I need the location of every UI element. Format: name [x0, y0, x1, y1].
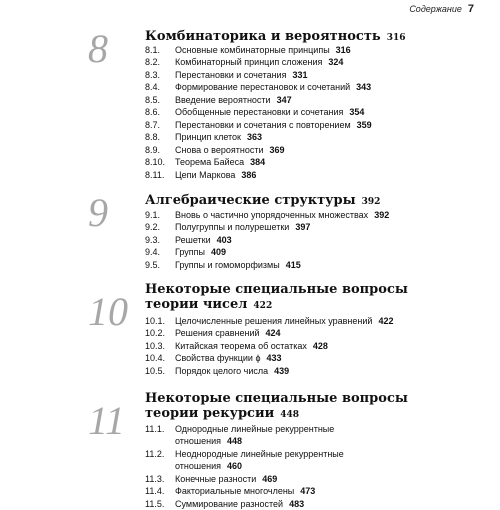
section-page: 428 [312, 340, 328, 351]
toc-entry[interactable] [145, 259, 389, 271]
section-number: 8.1. [145, 45, 161, 55]
section-title: Группы и гомоморфизмы [175, 259, 280, 270]
section-number: 9.5. [145, 259, 161, 270]
section-page: 448 [227, 436, 243, 447]
section-page: 354 [349, 107, 365, 118]
section-title-line-1: Неоднородные линейные рекуррентные [175, 448, 344, 459]
section-page: 460 [227, 461, 243, 472]
section-page: 473 [300, 486, 316, 497]
section-number: 11.4. [145, 486, 165, 497]
chapter-page: 422 [253, 301, 273, 311]
chapter-number: 10 [88, 289, 128, 334]
toc-entry[interactable] [145, 94, 372, 106]
chapter-title[interactable] [145, 282, 465, 314]
toc-entry[interactable] [145, 473, 344, 485]
section-page: 422 [378, 316, 394, 326]
chapter-page: 316 [386, 33, 406, 43]
section-list [145, 423, 344, 510]
chapter-title-line-1: Некоторые специальные вопросы [145, 282, 408, 297]
chapter-title-line-2: теории чисел [145, 297, 248, 312]
section-page: 384 [250, 157, 266, 168]
section-page: 347 [276, 94, 292, 105]
section-page: 409 [211, 247, 227, 258]
section-title: Китайская теорема об остатках [175, 340, 307, 351]
section-title: Основные комбинаторные принципы [175, 45, 330, 55]
section-title: Порядок целого числа [175, 365, 269, 376]
section-number: 10.1. [145, 316, 166, 326]
section-number: 9.3. [145, 234, 161, 245]
toc-entry[interactable] [145, 81, 372, 93]
toc-entry[interactable] [145, 448, 344, 473]
toc-entry[interactable] [145, 209, 389, 221]
section-page: 415 [285, 259, 301, 270]
section-page: 331 [292, 69, 308, 80]
section-title: Перестановки и сочетания [175, 69, 287, 80]
section-page: 324 [328, 57, 344, 68]
toc-entry[interactable] [145, 485, 344, 497]
section-title: Свойства функции ϕ [175, 353, 261, 364]
section-title-line-2: отношения [175, 461, 222, 472]
section-page: 369 [269, 144, 285, 155]
section-page: 397 [295, 222, 311, 233]
section-page: 386 [241, 169, 257, 180]
toc-entry[interactable] [145, 144, 372, 156]
toc-entry[interactable] [145, 56, 372, 68]
section-number: 8.8. [145, 132, 161, 143]
section-list [145, 315, 393, 377]
section-number: 10.2. [145, 328, 166, 339]
section-page: 439 [274, 365, 290, 376]
section-number: 8.7. [145, 119, 161, 130]
section-title: Введение вероятности [175, 94, 271, 105]
section-number: 10.5. [145, 365, 166, 376]
section-title: Решения сравнений [175, 328, 260, 339]
toc-entry[interactable] [145, 106, 372, 118]
section-number: 8.3. [145, 69, 161, 80]
section-number: 8.11. [145, 169, 165, 180]
toc-entry[interactable] [145, 131, 372, 143]
toc-entry[interactable] [145, 69, 372, 81]
toc-entry[interactable] [145, 119, 372, 131]
section-number: 8.2. [145, 57, 161, 68]
section-number: 10.4. [145, 353, 166, 364]
chapter-title-text: Алгебраические структуры [145, 193, 356, 208]
section-title: Перестановки и сочетания с повторением [175, 119, 351, 130]
section-title: Решетки [175, 234, 211, 245]
section-title: Принцип клеток [175, 132, 241, 143]
toc-entry[interactable] [145, 169, 372, 181]
page-number: 7 [467, 3, 474, 15]
section-number: 9.1. [145, 210, 161, 220]
section-number: 8.6. [145, 107, 161, 118]
section-page: 343 [356, 82, 372, 93]
section-title: Группы [175, 247, 205, 258]
section-number: 8.4. [145, 82, 161, 93]
section-page: 424 [265, 328, 281, 339]
section-page: 403 [216, 234, 232, 245]
section-title-line-1: Однородные линейные рекуррентные [175, 424, 335, 434]
section-number: 11.5. [145, 498, 165, 509]
section-number: 8.5. [145, 94, 161, 105]
section-title: Теорема Байеса [175, 157, 245, 168]
toc-entry[interactable] [145, 352, 393, 364]
section-page: 359 [356, 119, 372, 130]
chapter-number: 9 [88, 190, 108, 235]
chapter-number: 8 [88, 26, 108, 71]
section-page: 433 [266, 353, 282, 364]
chapter-title[interactable] [145, 193, 465, 210]
section-title-line-2: отношения [175, 436, 222, 447]
section-number: 10.3. [145, 340, 166, 351]
toc-entry[interactable] [145, 315, 393, 327]
section-title: Комбинаторный принцип сложения [175, 57, 323, 68]
section-list [145, 209, 389, 271]
toc-entry[interactable] [145, 221, 389, 233]
section-number: 9.2. [145, 222, 161, 233]
section-number: 8.9. [145, 144, 161, 155]
chapter-page: 392 [361, 197, 381, 207]
section-page: 392 [374, 210, 390, 220]
section-number: 11.1. [145, 424, 165, 434]
section-title: Цепи Маркова [175, 169, 236, 180]
section-number: 11.2. [145, 448, 165, 459]
section-title: Целочисленные решения линейных уравнений [175, 316, 373, 326]
chapter-title[interactable] [145, 391, 465, 423]
section-page: 483 [289, 498, 305, 509]
section-title: Вновь о частично упорядоченных множествах [175, 210, 369, 220]
toc-entry[interactable] [145, 156, 372, 168]
section-list [145, 44, 372, 181]
chapter-title-text: Комбинаторика и вероятность [145, 29, 381, 44]
chapter-page: 448 [280, 410, 300, 420]
toc-entry[interactable] [145, 44, 372, 56]
section-page: 469 [262, 473, 278, 484]
running-header-title: Содержание [409, 4, 462, 14]
section-title: Суммирование разностей [175, 498, 284, 509]
toc-entry[interactable] [145, 423, 344, 448]
chapter-title-line-2: теории рекурсии [145, 406, 275, 421]
section-page: 316 [335, 45, 351, 55]
section-page: 363 [247, 132, 263, 143]
section-number: 9.4. [145, 247, 161, 258]
section-title: Обобщенные перестановки и сочетания [175, 107, 344, 118]
toc-entry[interactable] [145, 340, 393, 352]
toc-entry[interactable] [145, 246, 389, 258]
section-title: Полугруппы и полурешетки [175, 222, 290, 233]
chapter-number: 11 [88, 398, 126, 443]
section-number: 11.3. [145, 473, 165, 484]
section-title: Конечные разности [175, 473, 257, 484]
toc-entry[interactable] [145, 234, 389, 246]
toc-entry[interactable] [145, 365, 393, 377]
section-title: Факториальные многочлены [175, 486, 295, 497]
chapter-title-line-1: Некоторые специальные вопросы [145, 391, 408, 406]
section-number: 8.10. [145, 157, 166, 168]
toc-entry[interactable] [145, 327, 393, 339]
running-header [409, 3, 474, 15]
section-title: Снова о вероятности [175, 144, 264, 155]
section-title: Формирование перестановок и сочетаний [175, 82, 351, 93]
